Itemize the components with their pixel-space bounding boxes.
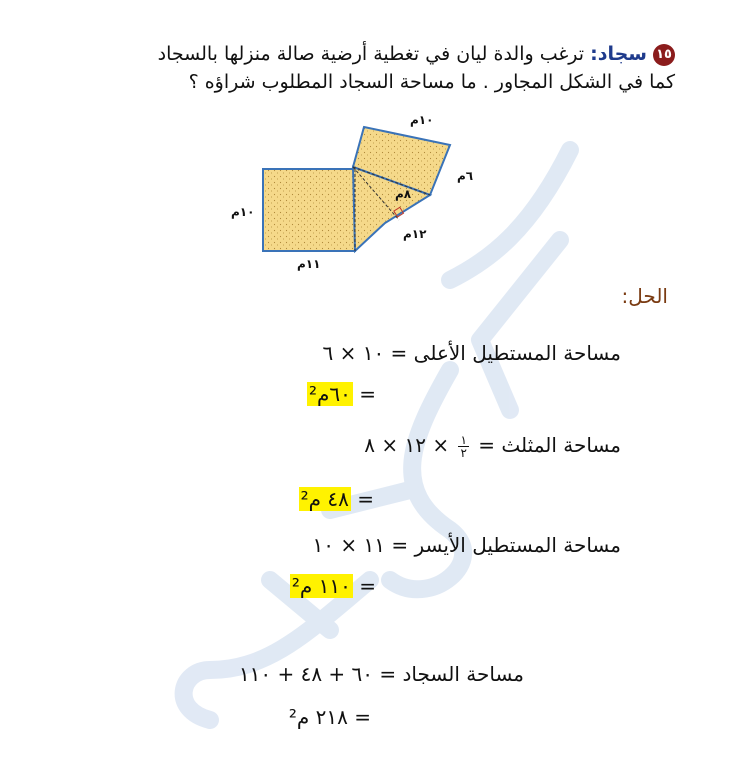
carpet-result-line: [289, 704, 371, 730]
left-rectangle: [263, 169, 355, 251]
triangle-result: ٤٨ م²: [300, 487, 349, 511]
fraction-denominator: ٢: [460, 446, 467, 460]
carpet-area-line: مساحة السجاد = ٦٠ + ٤٨ + ١١٠: [238, 662, 524, 686]
triangle-area-suffix: × ١٢ × ٨: [364, 433, 450, 457]
problem-keyword: سجاد:: [590, 43, 647, 65]
label-triangle-height: ٨م: [395, 187, 412, 201]
solution-title: الحل:: [621, 284, 668, 308]
left-rect-result-line: [290, 573, 376, 599]
top-rect-area-line: مساحة المستطيل الأعلى = ١٠ × ٦: [322, 341, 621, 365]
carpet-diagram: [225, 115, 495, 280]
triangle-result-line: [299, 486, 374, 512]
label-top-height: ٦م: [457, 169, 474, 183]
top-rect-result: ٦٠م²: [308, 382, 351, 406]
equals-sign: =: [359, 382, 376, 406]
left-rect-area-line: مساحة المستطيل الأيسر = ١١ × ١٠: [312, 533, 621, 557]
triangle-area-line: [364, 432, 621, 459]
top-rect-result-line: [307, 381, 376, 407]
problem-text: ترغب والدة ليان في تغطية أرضية صالة منزلها بالسجاد كما في الشكل المجاور . ما مساحة السجاد المطلوب شراؤه ؟: [157, 43, 675, 93]
label-left-height: ١٠م: [231, 205, 255, 219]
left-rect-result: ١١٠ م²: [291, 574, 351, 598]
fraction-numerator: ١: [460, 433, 467, 447]
equals-sign: =: [359, 574, 376, 598]
half-fraction: [458, 434, 468, 459]
label-left-width: ١١م: [297, 257, 321, 271]
problem-number-badge: ١٥: [653, 44, 675, 66]
equals-sign: =: [357, 487, 374, 511]
triangle-area-prefix: مساحة المثلث =: [478, 433, 621, 457]
label-triangle-base: ١٢م: [403, 227, 427, 241]
equals-sign: =: [354, 705, 371, 729]
carpet-result: ٢١٨ م²: [288, 705, 348, 729]
label-top-width: ١٠م: [410, 113, 434, 127]
problem-statement: [150, 40, 675, 96]
carpet-figure: [225, 115, 495, 280]
